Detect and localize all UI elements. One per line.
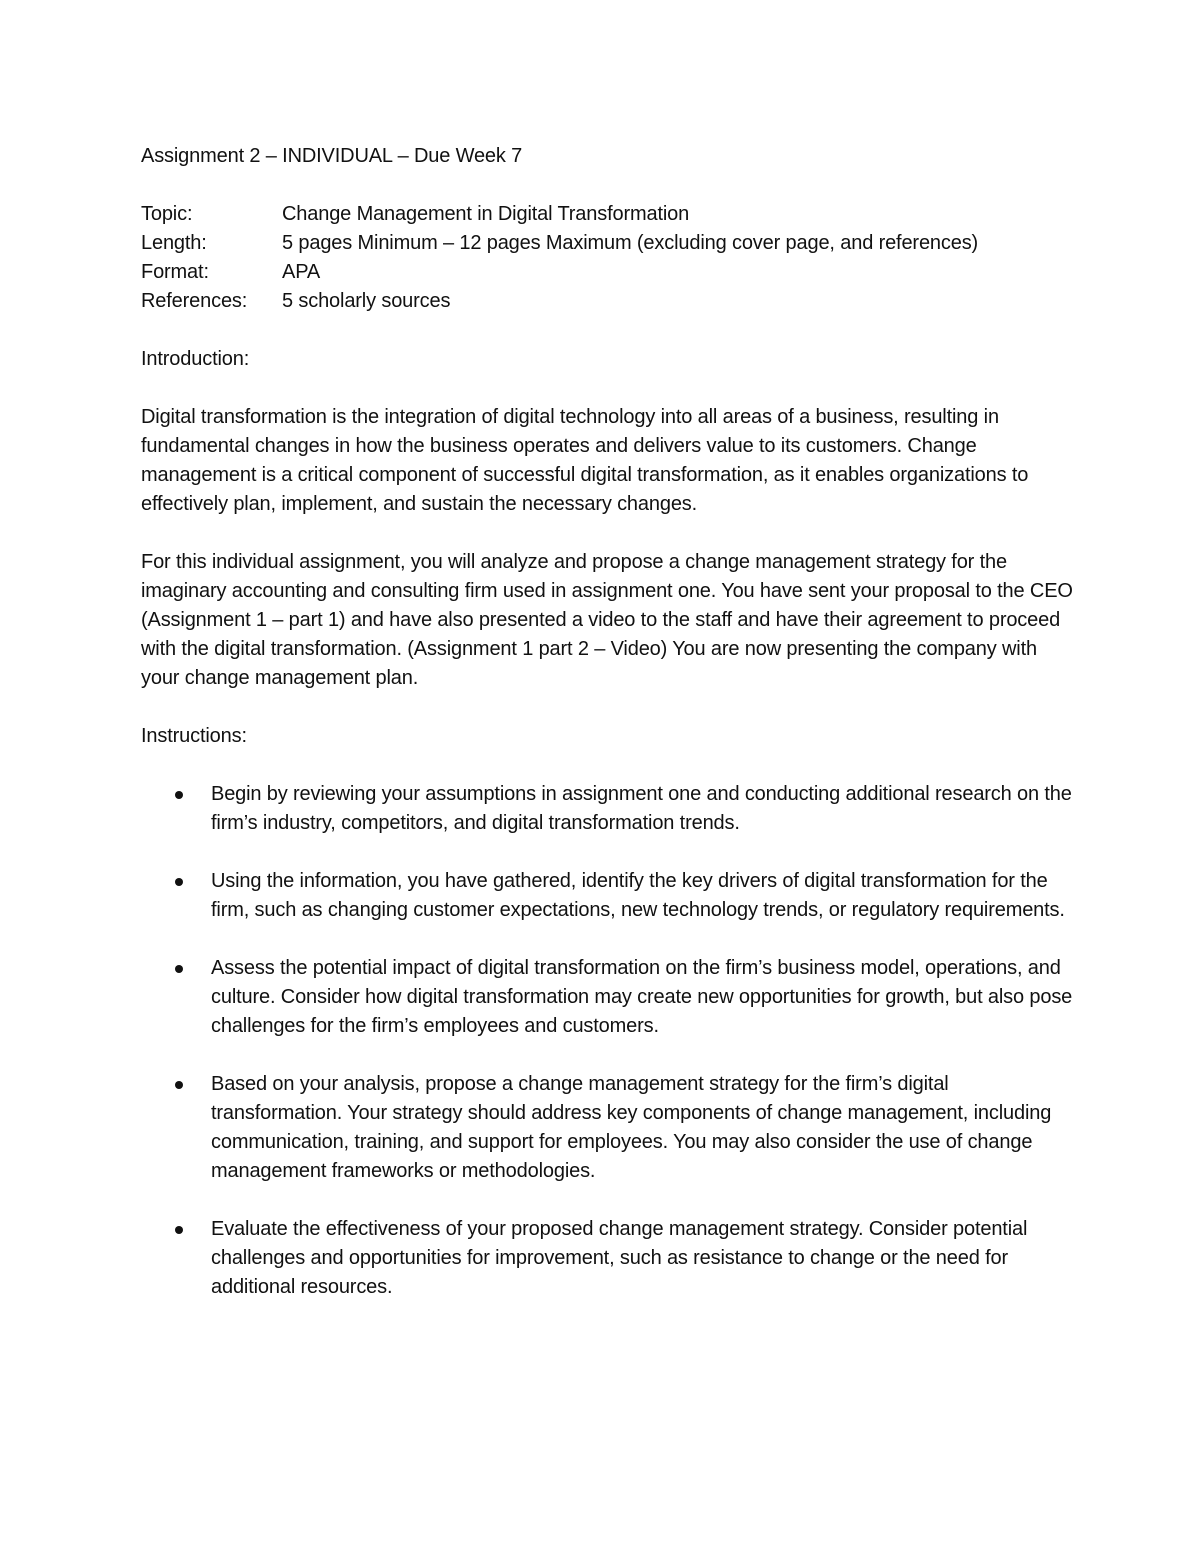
instruction-item [141, 867, 1076, 925]
instruction-text: Evaluate the effectiveness of your proposed change management strategy. Consider potential challenges and opportunities for improvement, such as resistance to change or the need for additional resources. [211, 1218, 1028, 1298]
instruction-item [141, 1215, 1076, 1302]
assignment-title: Assignment 2 – INDIVIDUAL – Due Week 7 [141, 145, 523, 167]
bullet-icon [175, 791, 183, 799]
instruction-text: Based on your analysis, propose a change management strategy for the firm’s digital transformation. Your strategy should address key components of change management, including communication, training, and support for employees. You may also consider the use of change management frameworks or methodologies. [211, 1073, 1052, 1182]
detail-label: Topic: [141, 203, 193, 225]
detail-value: 5 pages Minimum – 12 pages Maximum (excluding cover page, and references) [282, 232, 979, 254]
detail-row-length [141, 229, 1076, 258]
instructions-heading: Instructions: [141, 725, 247, 747]
detail-row-format [141, 258, 1076, 287]
detail-label: References: [141, 290, 248, 312]
detail-row-references [141, 287, 1076, 316]
bullet-icon [175, 1226, 183, 1234]
instruction-text: Assess the potential impact of digital transformation on the firm’s business model, operations, and culture. Consider how digital transformation may create new opportunities for growth, but also pose challenges for the firm’s employees and customers. [211, 957, 1073, 1037]
detail-label: Format: [141, 261, 209, 283]
document-body [141, 142, 1076, 1331]
detail-value: 5 scholarly sources [282, 290, 451, 312]
introduction-paragraph: For this individual assignment, you will analyze and propose a change management strategy for the imaginary accounting and consulting firm used in assignment one. You have sent your proposal to the CEO (Assignment 1 – part 1) and have also presented a video to the staff and have their agreement to proceed with the digital transformation. (Assignment 1 part 2 – Video) You are now presenting the company with your change management plan. [141, 551, 1073, 689]
instruction-item [141, 954, 1076, 1041]
introduction-heading: Introduction: [141, 348, 250, 370]
instructions-list [141, 780, 1076, 1302]
instruction-item [141, 780, 1076, 838]
bullet-icon [175, 878, 183, 886]
detail-label: Length: [141, 232, 207, 254]
detail-value: APA [282, 261, 321, 283]
instruction-text: Begin by reviewing your assumptions in assignment one and conducting additional research on the firm’s industry, competitors, and digital transformation trends. [211, 783, 1072, 834]
introduction-paragraph: Digital transformation is the integration of digital technology into all areas of a business, resulting in fundamental changes in how the business operates and delivers value to its customers. Change management is a critical component of successful digital transformation, as it enables organizations to effectively plan, implement, and sustain the necessary changes. [141, 406, 1029, 515]
detail-row-topic [141, 200, 1076, 229]
assignment-details [141, 200, 1076, 316]
bullet-icon [175, 1081, 183, 1089]
instruction-item [141, 1070, 1076, 1186]
instruction-text: Using the information, you have gathered, identify the key drivers of digital transformation for the firm, such as changing customer expectations, new technology trends, or regulatory requirements. [211, 870, 1065, 921]
bullet-icon [175, 965, 183, 973]
detail-value: Change Management in Digital Transformation [282, 203, 690, 225]
